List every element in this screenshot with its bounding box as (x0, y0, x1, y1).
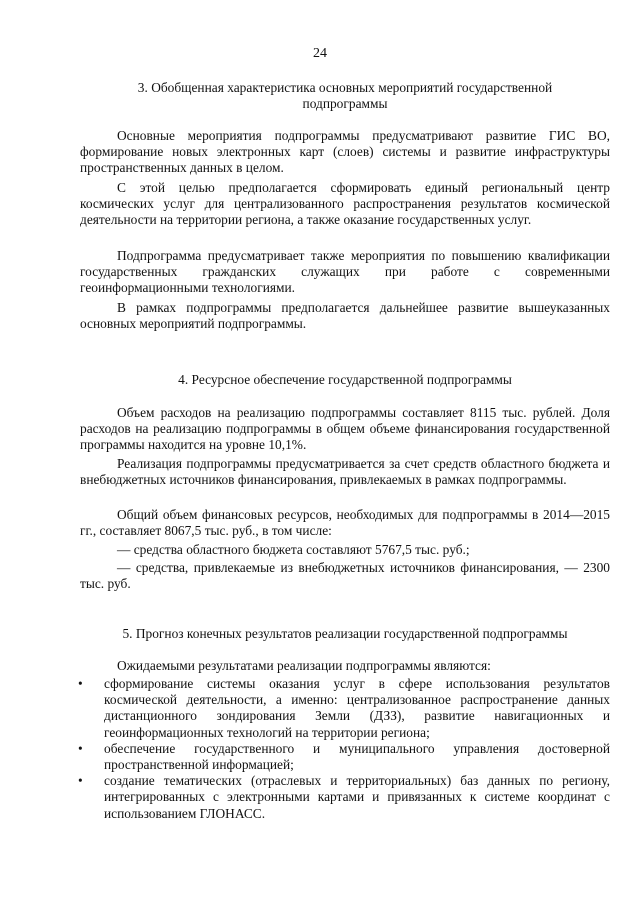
list-item (78, 676, 610, 741)
list-item-text: обеспечение государственного и муниципального управления достоверной пространственной информацией; (104, 740, 610, 773)
section-5-intro: Ожидаемыми результатами реализации подпрограммы являются: (117, 658, 491, 673)
list-item-text: создание тематических (отраслевых и территориальных) баз данных по региону, интегрированных с электронными картами и привязанных к системе координат с использованием ГЛОНАСС. (104, 773, 610, 821)
section-4-paragraph-4: — средства областного бюджета составляют 5767,5 тыс. руб.; (117, 542, 470, 557)
section-4-paragraph-3: Общий объем финансовых ресурсов, необходимых для подпрограммы в 2014—2015 гг., составляет 8067,5 тыс. руб., в том числе: (80, 507, 610, 539)
section-3-title-line2: подпрограммы (302, 96, 388, 111)
section-4-paragraph-5: — средства, привлекаемые из внебюджетных источников финансирования, — 2300 тыс. руб. (80, 560, 610, 592)
page-number: 24 (313, 46, 327, 61)
section-3-paragraph-2: С этой целью предполагается сформировать единый региональный центр космических услуг для централизованного распространения результатов космической деятельности на территории региона, а также оказание государственных услуг. (80, 180, 610, 228)
list-item (78, 773, 610, 822)
section-3-paragraph-1: Основные мероприятия подпрограммы предусматривают развитие ГИС ВО, формирование новых электронных карт (слоев) системы и развитие инфраструктуры пространственных данных в целом. (80, 128, 610, 176)
section-5-heading: 5. Прогноз конечных результатов реализации государственной подпрограммы (122, 626, 568, 641)
list-item (78, 740, 610, 773)
bullet-icon: • (78, 740, 83, 756)
section-3-paragraph-3: Подпрограмма предусматривает также мероприятия по повышению квалификации государственных гражданских служащих при работе с современными геоинформационными технологиями. (80, 248, 610, 296)
section-3-paragraph-4: В рамках подпрограммы предполагается дальнейшее развитие вышеуказанных основных мероприятий подпрограммы. (80, 300, 610, 332)
bullet-icon: • (78, 773, 83, 789)
results-list (78, 676, 610, 822)
section-3-heading (80, 80, 610, 112)
section-4-paragraph-1: Объем расходов на реализацию подпрограммы составляет 8115 тыс. рублей. Доля расходов на реализацию подпрограммы в общем объеме финансирования государственной программы находится на уровне 10,1%. (80, 405, 610, 453)
section-4-heading: 4. Ресурсное обеспечение государственной подпрограммы (178, 372, 512, 387)
list-item-text: сформирование системы оказания услуг в сфере использования результатов космической деятельности, а именно: централизованное распространение данных дистанционного зондирования Земли (ДЗЗ), развитие навигационных и геоинформационных технологий на территории региона; (104, 676, 610, 740)
bullet-icon: • (78, 676, 83, 691)
section-4-paragraph-2: Реализация подпрограммы предусматривается за счет средств областного бюджета и внебюджетных источников финансирования, привлекаемых в рамках подпрограммы. (80, 456, 610, 488)
section-3-title-line1: 3. Обобщенная характеристика основных мероприятий государственной (137, 80, 553, 95)
